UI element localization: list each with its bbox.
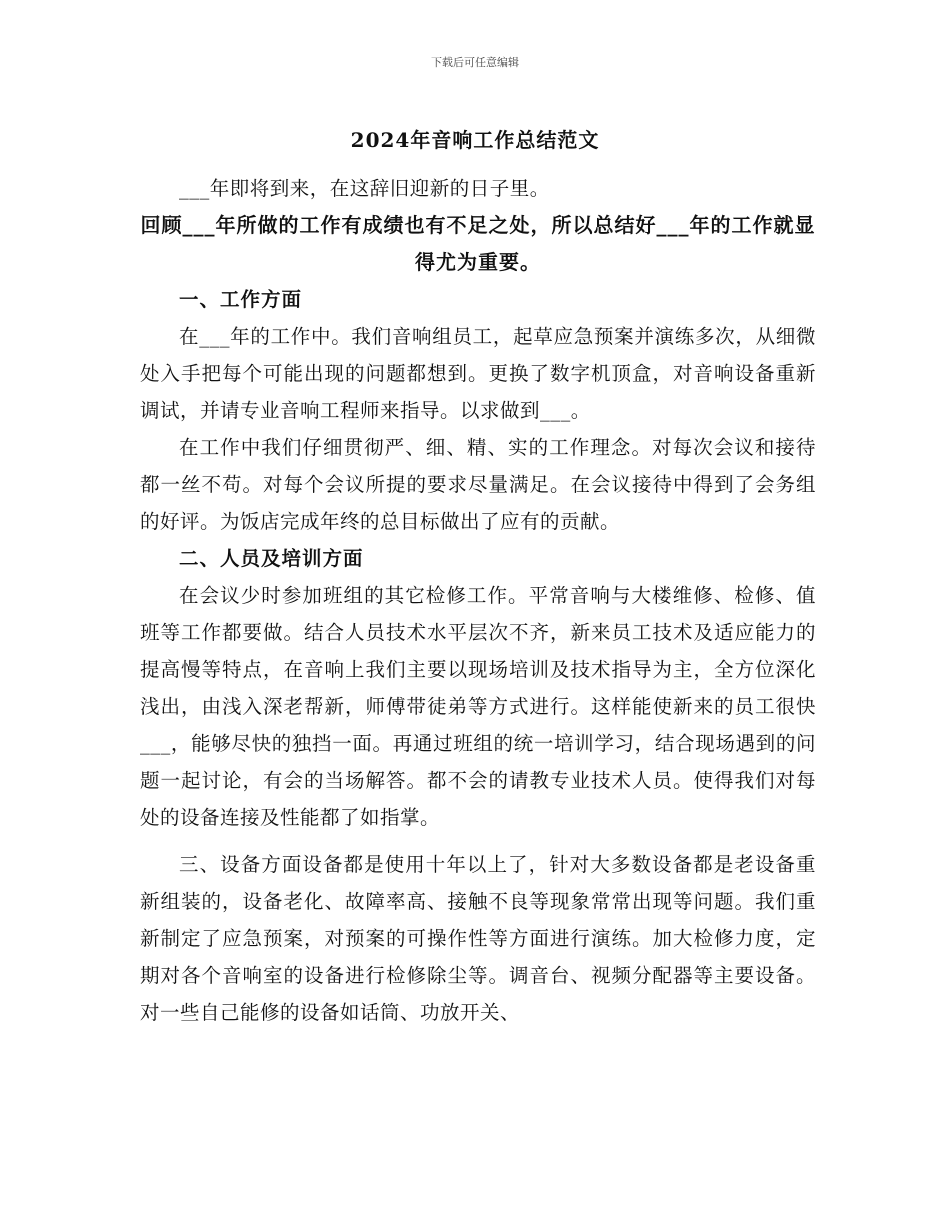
intro-line: ___年即将到来，在这辞旧迎新的日子里。 — [179, 177, 550, 200]
spacer — [140, 836, 816, 846]
document-title: 2024年音响工作总结范文 — [350, 128, 600, 152]
document-body — [140, 170, 816, 1031]
paragraph: 在会议少时参加班组的其它检修工作。平常音响与大楼维修、检修、值班等工作都要做。结合人员技术水平层次不齐，新来员工技术及适应能力的提高慢等特点，在音响上我们主要以现场培训及技术指导为主，全方位深化浅出，由浅入深老帮新，师傅带徒弟等方式进行。这样能使新来的员工很快___，能够尽快的独挡一面。再通过班组的统一培训学习，结合现场遇到的问题一起讨论，有会的当场解答。都不会的请教专业技术人员。使得我们对每处的设备连接及性能都了如指掌。 — [140, 584, 816, 829]
intro-bold-paragraph: 回顾___年所做的工作有成绩也有不足之处，所以总结好___年的工作就显得尤为重要。 — [140, 213, 816, 274]
section-heading-staff-training: 二、人员及培训方面 — [179, 547, 364, 570]
header-note: 下载后可任意编辑 — [431, 56, 519, 69]
paragraph-equipment: 三、设备方面设备都是使用十年以上了，针对大多数设备都是老设备重新组装的，设备老化、故障率高、接触不良等现象常常出现等问题。我们重新制定了应急预案，对预案的可操作性等方面进行演练。加大检修力度，定期对各个音响室的设备进行检修除尘等。调音台、视频分配器等主要设备。对一些自己能修的设备如话筒、功放开关、 — [140, 853, 816, 1024]
section-heading-work: 一、工作方面 — [179, 288, 303, 311]
paragraph: 在工作中我们仔细贯彻严、细、精、实的工作理念。对每次会议和接待都一丝不苟。对每个会议所提的要求尽量满足。在会议接待中得到了会务组的好评。为饭店完成年终的总目标做出了应有的贡献。 — [140, 436, 816, 533]
paragraph: 在___年的工作中。我们音响组员工，起草应急预案并演练多次，从细微处入手把每个可能出现的问题都想到。更换了数字机顶盒，对音响设备重新调试，并请专业音响工程师来指导。以求做到___。 — [140, 325, 816, 422]
